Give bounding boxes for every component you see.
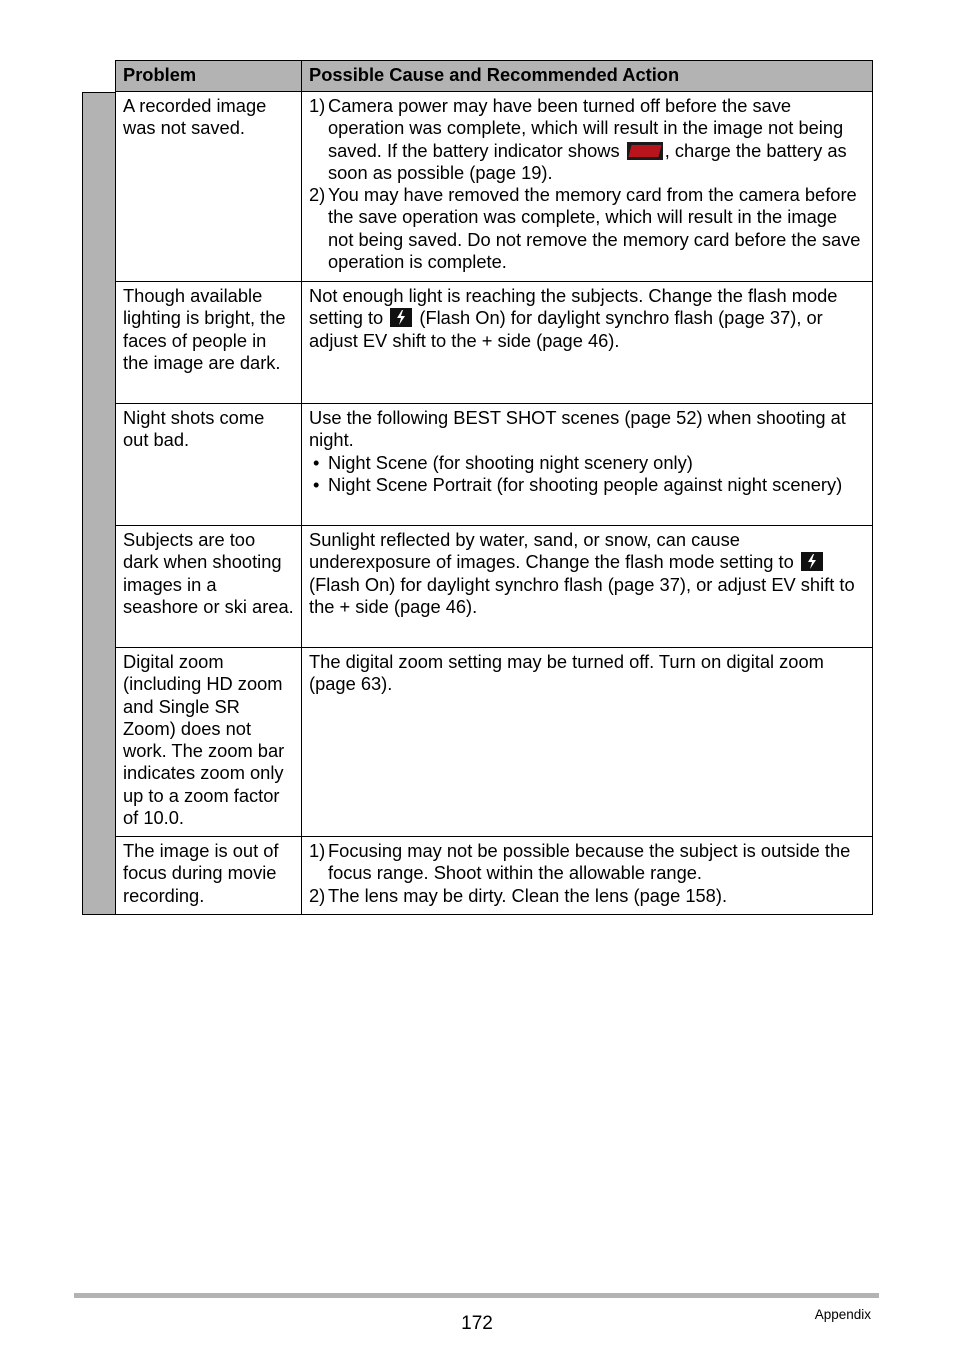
item-text: , charge the battery as soon as possible (page 19). xyxy=(328,139,847,183)
page-number: 172 xyxy=(461,1313,493,1334)
problem-cell: Though available lighting is bright, the faces of people in the image are dark. xyxy=(116,282,302,404)
item-number: 1) xyxy=(309,95,326,116)
table-row xyxy=(116,837,873,915)
item-number: 1) xyxy=(309,840,326,861)
problem-cell: The image is out of focus during movie recording. xyxy=(116,837,302,915)
table-row xyxy=(116,526,873,648)
header-action: Possible Cause and Recommended Action xyxy=(302,61,873,92)
action-cell xyxy=(302,282,873,404)
problem-cell: A recorded image was not saved. xyxy=(116,92,302,282)
action-cell xyxy=(302,92,873,282)
table-header-row xyxy=(116,61,873,92)
bullet-text: Night Scene (for shooting night scenery only) xyxy=(328,451,693,473)
table-row xyxy=(116,282,873,404)
item-number: 2) xyxy=(309,884,326,906)
bullet-item: • Night Scene (for shooting night scenery only) xyxy=(313,451,693,473)
troubleshooting-table xyxy=(115,60,873,915)
action-intro: Use the following BEST SHOT scenes (page 52) when shooting at night. xyxy=(309,407,846,451)
flash-on-icon xyxy=(390,308,412,327)
table-row xyxy=(116,404,873,526)
numbered-item xyxy=(309,840,865,885)
section-label: Appendix xyxy=(814,1307,871,1322)
table-row xyxy=(116,648,873,837)
numbered-item xyxy=(309,184,865,273)
side-tab-bar xyxy=(82,92,115,915)
bullet-text: Night Scene Portrait (for shooting people against night scenery) xyxy=(328,473,843,495)
action-cell xyxy=(302,404,873,526)
item-text: Camera power may have been turned off before the save operation was complete, which will result in the image not being saved. If the battery indicator shows xyxy=(328,95,844,161)
header-problem: Problem xyxy=(116,61,302,92)
action-cell xyxy=(302,526,873,648)
battery-low-icon xyxy=(627,142,663,160)
action-cell xyxy=(302,837,873,915)
item-number: 2) xyxy=(309,184,326,206)
flash-on-icon xyxy=(801,552,823,571)
numbered-item xyxy=(309,885,865,907)
bullet-item: • Night Scene Portrait (for shooting people against night scenery) xyxy=(313,473,843,495)
problem-cell: Digital zoom (including HD zoom and Single SR Zoom) does not work. The zoom bar indicates zoom only up to a zoom factor of 10.0. xyxy=(116,648,302,837)
action-text: Sunlight reflected by water, sand, or snow, can cause underexposure of images. Change the flash mode setting to xyxy=(309,529,799,573)
action-cell: The digital zoom setting may be turned off. Turn on digital zoom (page 63). xyxy=(302,648,873,837)
numbered-item xyxy=(309,95,865,184)
item-text: The lens may be dirty. Clean the lens (page 158). xyxy=(328,884,728,906)
action-text: (Flash On) for daylight synchro flash (page 37), or adjust EV shift to the + side (page 46). xyxy=(309,573,855,617)
item-text: You may have removed the memory card from the camera before the save operation was complete, which will result in the image not being saved. Do not remove the memory card before the save operation is complete. xyxy=(328,184,861,273)
action-text: Not enough light is reaching the subjects. Change the flash mode setting to xyxy=(309,285,838,329)
table-row xyxy=(116,92,873,282)
item-text: Focusing may not be possible because the subject is outside the focus range. Shoot within the allowable range. xyxy=(328,840,851,884)
problem-cell: Night shots come out bad. xyxy=(116,404,302,526)
problem-cell: Subjects are too dark when shooting images in a seashore or ski area. xyxy=(116,526,302,648)
action-text: (Flash On) for daylight synchro flash (page 37), or adjust EV shift to the + side (page 46). xyxy=(309,307,823,351)
footer-divider xyxy=(74,1293,879,1298)
